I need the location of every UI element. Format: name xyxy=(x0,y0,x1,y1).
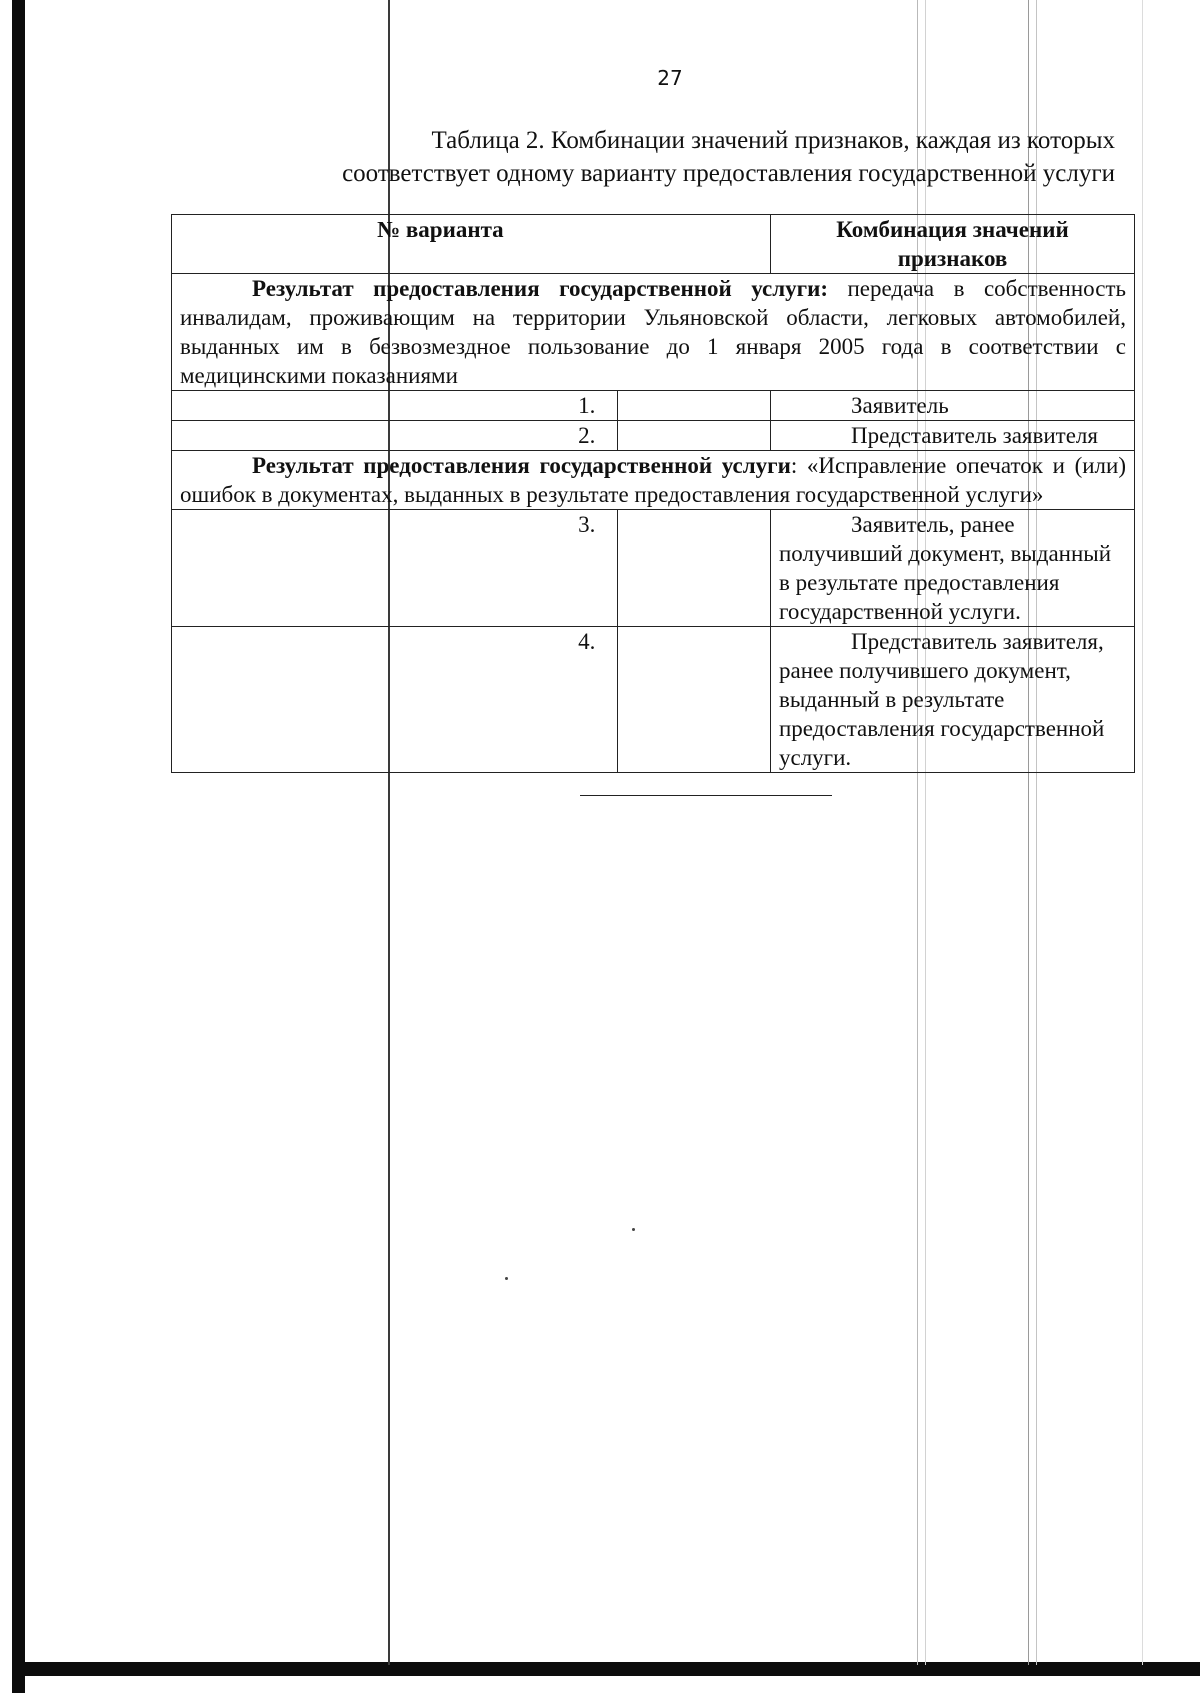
variant-combination: Заявитель, ранее получивший документ, выданный в результате предоставления государственной услуги. xyxy=(771,510,1135,627)
header-combination: Комбинация значений признаков xyxy=(771,215,1135,274)
result-text: передача в собственность инвалидам, проживающим на территории Ульяновской области, легковых автомобилей, выданных им в безвозмездное пользование до 1 января 2005 года в соответствии с медицинскими показаниями xyxy=(180,276,1126,388)
empty-cell xyxy=(618,421,771,451)
result-description xyxy=(172,274,1135,391)
variant-number: 1. xyxy=(172,391,618,421)
scan-speck xyxy=(505,1277,508,1280)
section-result-row xyxy=(172,274,1135,391)
caption-line: соответствует одному варианту предоставления государственной услуги xyxy=(342,160,1115,187)
caption-line: Таблица 2. Комбинации значений признаков, каждая из которых xyxy=(431,127,1115,154)
scan-speck xyxy=(632,1228,635,1231)
result-lead: Результат предоставления государственной услуги xyxy=(252,453,791,478)
variant-number: 2. xyxy=(172,421,618,451)
scan-border-left xyxy=(12,0,25,1693)
empty-cell xyxy=(618,510,771,627)
result-description xyxy=(172,451,1135,510)
variants-table xyxy=(171,214,1135,773)
table-header-row xyxy=(172,215,1135,274)
result-text: : «Исправление опечаток и (или) ошибок в документах, выданных в результате предоставления государственной услуги» xyxy=(180,453,1126,507)
variant-combination: Представитель заявителя xyxy=(771,421,1135,451)
header-variant-number: № варианта xyxy=(172,215,771,274)
table-row xyxy=(172,627,1135,773)
end-divider-line xyxy=(580,795,832,796)
table-row xyxy=(172,391,1135,421)
variant-combination: Заявитель xyxy=(771,391,1135,421)
variant-number: 4. xyxy=(172,627,618,773)
variant-combination: Представитель заявителя, ранее получившего документ, выданный в результате предоставления государственной услуги. xyxy=(771,627,1135,773)
table-row xyxy=(172,510,1135,627)
empty-cell xyxy=(618,391,771,421)
variant-number: 3. xyxy=(172,510,618,627)
result-lead: Результат предоставления государственной услуги: xyxy=(252,276,828,301)
scan-artifact-line xyxy=(1142,0,1143,1665)
page-number: 27 xyxy=(657,66,683,90)
scan-border-bottom xyxy=(12,1662,1200,1676)
section-result-row xyxy=(172,451,1135,510)
table-row xyxy=(172,421,1135,451)
empty-cell xyxy=(618,627,771,773)
table-caption xyxy=(150,124,1115,190)
